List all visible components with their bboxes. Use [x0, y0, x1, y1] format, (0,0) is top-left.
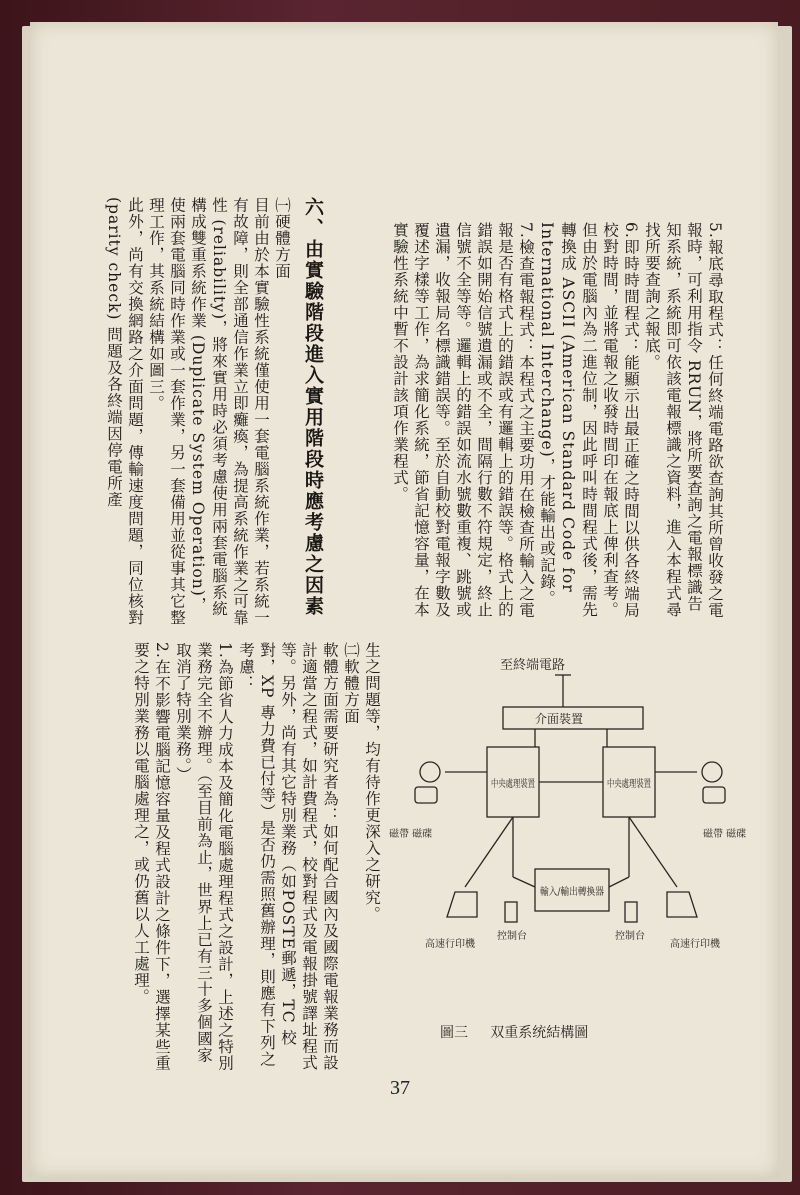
label-console-right: 控制台	[615, 931, 645, 942]
tape-right-icon	[702, 762, 722, 782]
software-paragraph-0: 生之問題等，均有待作更深入之研究。	[363, 642, 381, 923]
figure-caption-title: 双重系统結構圖	[490, 1025, 589, 1041]
tape-left-icon	[420, 762, 440, 782]
paragraph-5: 5.報底尋取程式：任何終端電路欲查詢其所曾收發之電報時，可利用指令 RRUN，將所要查詢之電報標識告知系統，系統即可依該電報標識之資料，進入本程式尋找所要查詢之報底。	[643, 222, 724, 619]
figure-duplicate-system-diagram	[385, 647, 775, 992]
hardware-paragraph-1: 目前由於本實驗性系統僅使用一套電腦系統作業，若系統一有故障，則全部通信作業立即癱瘓，為提高系統作業之可靠性 (reliability)，將來實用時必須考慮使用兩套電腦系統構成雙重系統作業 (Duplicate System Operation)，使兩套電腦同時作業或一套作業，另一套備用並從事其它整理工作，其系統結構如圖三。	[147, 197, 270, 626]
label-disk-right: 磁帶 磁碟	[703, 829, 747, 840]
label-disk-left: 磁帶 磁碟	[389, 829, 433, 840]
hardware-paragraph-2: 此外，尚有交換網路之介面問題，傳輸速度問題，同位核對 (parity check) 問題及各終端因停電所產	[105, 197, 144, 626]
paragraph-6: 6.即時時間程式：能顯示出最正確之時間以供各終端局校對時間，並將電報之收發時間印在報底上俾利查考。但由於電腦內為二進位制，因此呼叫時間程式後，需先轉換成 ASCII (American Standard Code for International Interchange)，才能輸出或記錄。	[538, 222, 640, 619]
top-text-block	[330, 222, 725, 622]
software-heading: ㈡軟體方面	[342, 642, 360, 725]
label-console-left: 控制台	[497, 931, 527, 942]
label-cpu-right: 中央處理裝置	[607, 779, 667, 790]
figure-caption	[440, 1022, 588, 1042]
printer-right-icon	[667, 892, 697, 917]
label-interface: 介面裝置	[535, 712, 584, 726]
book-page	[30, 22, 778, 1177]
disk-left-icon	[415, 787, 437, 803]
console-right-icon	[625, 902, 637, 922]
label-printer-left: 高速行印機	[425, 939, 475, 950]
label-terminal: 至終端電路	[500, 658, 566, 673]
page-number: 37	[390, 1077, 410, 1099]
disk-right-icon	[703, 787, 725, 803]
label-printer-right: 高速行印機	[670, 939, 720, 950]
label-cpu-left: 中央處理裝置	[491, 779, 551, 790]
printer-left-icon	[447, 892, 477, 917]
section-heading: 六、由實驗階段進入實用階段時應考慮之因素	[302, 197, 324, 617]
hardware-text-block	[82, 197, 292, 627]
software-item-2: 2.在不影響電腦記憶容量及程式設計之條件下，選擇某些重要之特別業務以電腦處理之，或仍舊以人工處理。	[132, 642, 171, 1072]
hardware-heading: ㈠硬體方面	[273, 197, 291, 280]
software-text-block	[82, 642, 382, 1077]
figure-caption-number: 圖三	[440, 1025, 468, 1041]
paragraph-7: 7.檢查電報程式：本程式之主要功用在檢查所輸入之電報是否有格式上的錯誤或有邏輯上的錯誤等。格式上的錯誤如開始信號遺漏或不全，間隔行數不符規定，終止信號不全等等。邏輯上的錯誤如流水號數重複、跳號或遺漏，收報局名標識錯誤等。至於自動校對電報字數及覆述字樣等工作，為求簡化系統，節省記憶容量，在本實驗性系統中暫不設計該項作業程式。	[391, 222, 535, 619]
label-io-converter: 輸入/輸出轉換器	[540, 887, 614, 898]
console-left-icon	[505, 902, 517, 922]
software-item-1: 1.為節省人力成本及簡化電腦處理程式之設計，上述之特別業務完全不辦理。（至目前為止，世界上已有三十多個國家取消了特別業務。）	[174, 642, 234, 1072]
software-paragraph-1: 軟體方面需要研究者為：如何配合國內及國際電報業務而設計適當之程式，如計費程式，校對程式及電報掛號譯址程式等。另外，尚有其它特別業務（如POSTE郵遞，TC 校對，XP 專力費已付等）是否仍需照舊辦理，則應有下列之考慮：	[237, 642, 339, 1071]
